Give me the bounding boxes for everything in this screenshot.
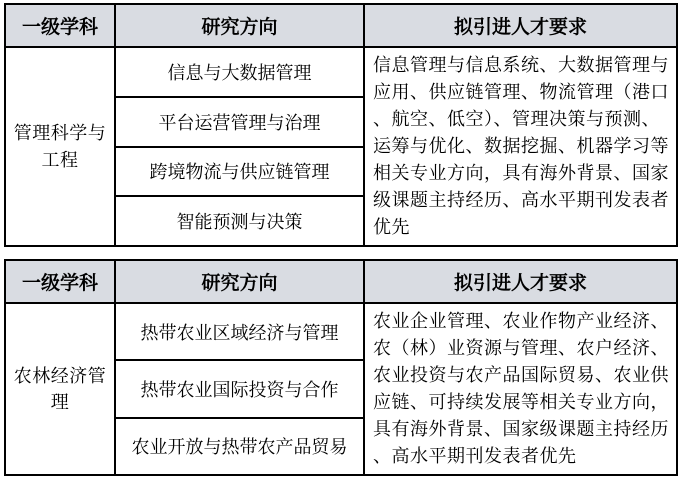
direction-cell: 跨境物流与供应链管理 (115, 147, 364, 197)
requirements-cell: 农业企业管理、农业作物产业经济、农（林）业资源与管理、农户经济、农业投资与农产品国际贸易、农业供应链、可持续发展等相关专业方向，具有海外背景、国家级课题主持经历、高水平期刊发表者优先 (364, 303, 677, 475)
direction-cell: 热带农业区域经济与管理 (115, 303, 364, 360)
direction-cell: 农业开放与热带农产品贸易 (115, 418, 364, 475)
table-gap (4, 247, 676, 259)
direction-cell: 智能预测与决策 (115, 196, 364, 246)
direction-cell: 信息与大数据管理 (115, 47, 364, 97)
direction-cell: 平台运营管理与治理 (115, 97, 364, 147)
table-row (5, 47, 677, 97)
col-header-discipline: 一级学科 (5, 4, 115, 47)
col-header-requirements: 拟引进人才要求 (364, 4, 677, 47)
requirements-cell: 信息管理与信息系统、大数据管理与应用、供应链管理、物流管理（港口、航空、低空）、管理决策与预测、运筹与优化、数据挖掘、机器学习等相关专业方向，具有海外背景、国家级课题主持经历、高水平期刊发表者优先 (364, 47, 677, 246)
discipline-cell: 农林经济管理 (5, 303, 115, 475)
header-row (5, 4, 677, 47)
discipline-cell: 管理科学与工程 (5, 47, 115, 246)
col-header-direction: 研究方向 (115, 260, 364, 303)
direction-cell: 热带农业国际投资与合作 (115, 360, 364, 417)
col-header-requirements: 拟引进人才要求 (364, 260, 677, 303)
col-header-discipline: 一级学科 (5, 260, 115, 303)
table-row (5, 303, 677, 360)
header-row (5, 260, 677, 303)
col-header-direction: 研究方向 (115, 4, 364, 47)
talent-table-management-science (4, 3, 678, 247)
talent-table-agri-forestry-economics (4, 259, 678, 476)
